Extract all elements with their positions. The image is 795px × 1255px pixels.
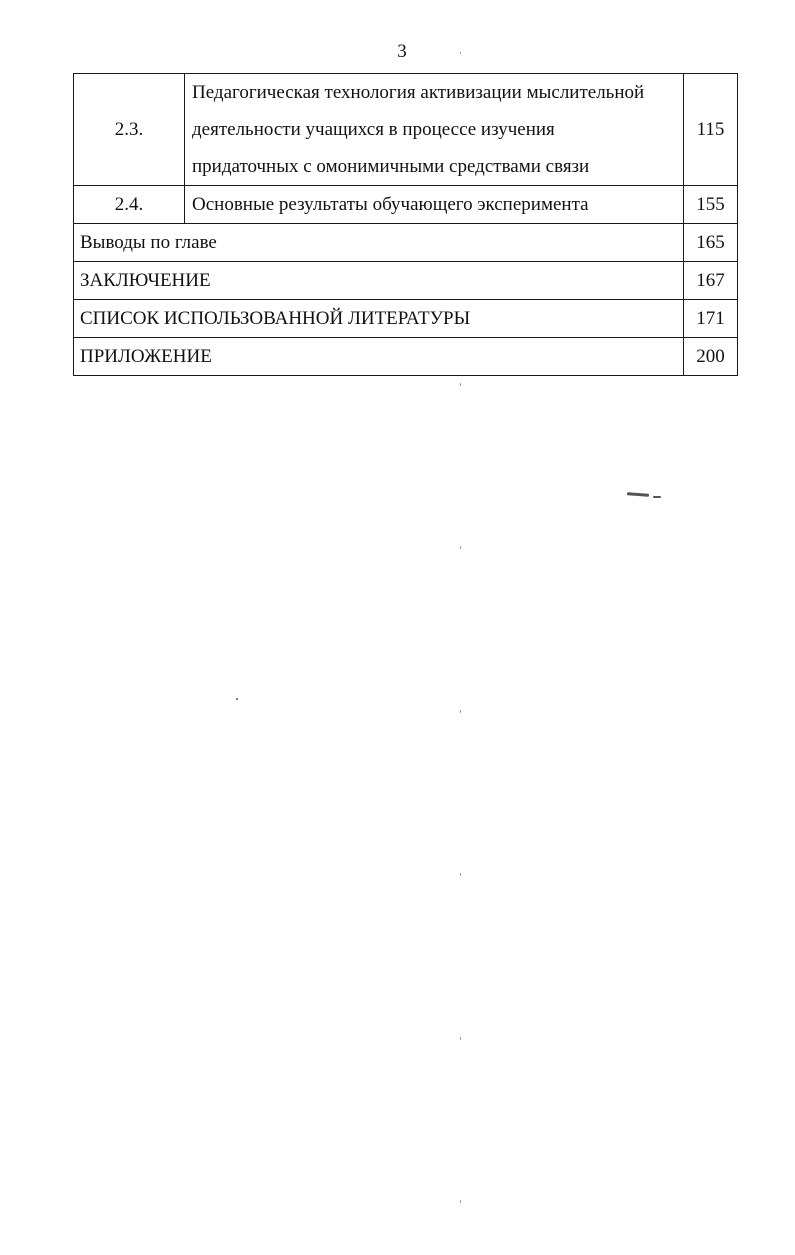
table-of-contents [73,73,738,376]
toc-section-title: Выводы по главе [74,224,684,262]
toc-section-title: Основные результаты обучающего эксперимента [185,186,684,224]
scan-dot [460,383,461,386]
toc-row-conclusion [74,262,738,300]
scan-mark [627,492,649,497]
scan-dot [236,698,238,700]
toc-row-2-3 [74,74,738,186]
toc-title-line: деятельности учащихся в процессе изучения [192,119,555,140]
toc-row-2-4 [74,186,738,224]
toc-page-number: 155 [684,186,738,224]
scan-mark [653,496,661,498]
page-number: 3 [397,41,407,62]
toc-row-bibliography [74,300,738,338]
scan-dot [460,546,461,549]
toc-title-line: придаточных с омонимичными средствами связи [192,156,590,177]
toc-title-line: Педагогическая технология активизации мыслительной [192,82,645,103]
toc-row-appendix [74,338,738,376]
toc-page-number: 165 [684,224,738,262]
toc-section-number: 2.3. [74,74,185,186]
toc-section-number: 2.4. [74,186,185,224]
toc-page-number: 171 [684,300,738,338]
toc-page-number: 200 [684,338,738,376]
toc-section-title [185,74,684,186]
toc-page-number: 167 [684,262,738,300]
toc-page-number: 115 [684,74,738,186]
scan-dot [460,52,461,54]
scan-dot [460,1037,461,1040]
scan-dot [460,873,461,876]
scan-dot [460,710,461,713]
toc-section-title: СПИСОК ИСПОЛЬЗОВАННОЙ ЛИТЕРАТУРЫ [74,300,684,338]
toc-row-conclusions [74,224,738,262]
toc-section-title: ПРИЛОЖЕНИЕ [74,338,684,376]
toc-section-title: ЗАКЛЮЧЕНИЕ [74,262,684,300]
scan-dot [460,1200,461,1203]
